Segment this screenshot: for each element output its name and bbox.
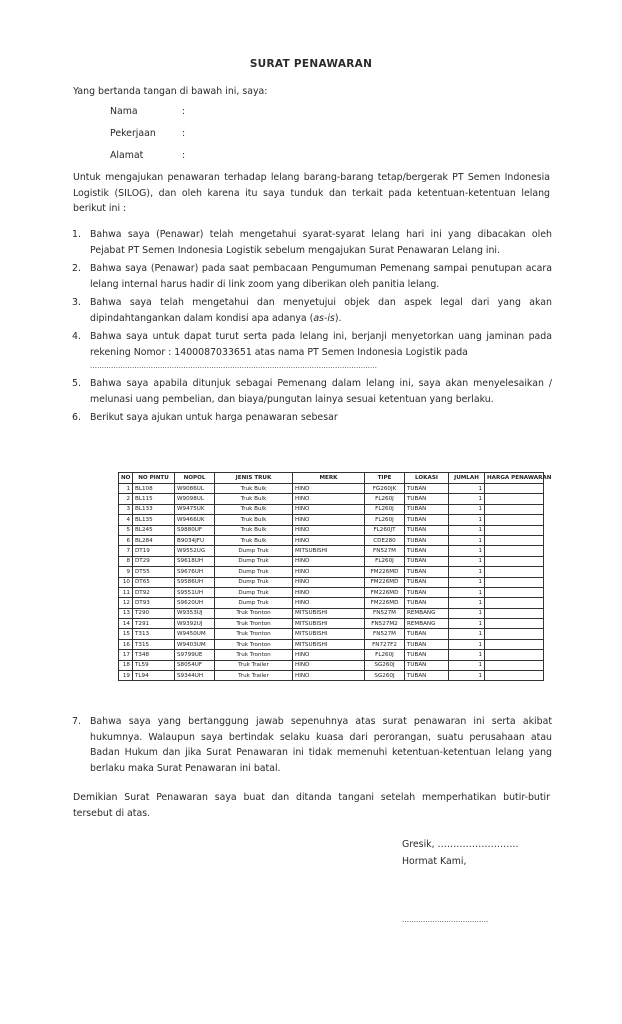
terms-list	[72, 227, 552, 429]
cell-lokasi: TUBAN	[405, 515, 449, 525]
cell-jumlah: 1	[449, 587, 485, 597]
cell-jumlah: 1	[449, 556, 485, 566]
cell-lokasi: TUBAN	[405, 504, 449, 514]
term-item-2	[72, 261, 552, 292]
term-number: 2.	[72, 263, 81, 274]
cell-nopol: S9344UH	[175, 671, 215, 681]
cell-no: 11	[119, 587, 133, 597]
table-row	[119, 525, 544, 535]
cell-harga-penawaran[interactable]	[485, 650, 544, 660]
cell-no-pintu: DT92	[133, 587, 175, 597]
cell-no: 15	[119, 629, 133, 639]
cell-merk: HINO	[293, 525, 365, 535]
cell-merk: MITSUBISHI	[293, 608, 365, 618]
cell-nopol: W9392UJ	[175, 619, 215, 629]
cell-merk: HINO	[293, 650, 365, 660]
identity-row-nama	[110, 106, 185, 117]
cell-no: 10	[119, 577, 133, 587]
closing-paragraph: Demikian Surat Penawaran saya buat dan ditanda tangani setelah memperhatikan butir-butir tersebut di atas.	[73, 792, 550, 819]
cell-no: 3	[119, 504, 133, 514]
term-text: Bahwa saya apabila ditunjuk sebagai Pemenang dalam lelang ini, saya akan menyelesaikan / melunasi uang pembelian, dan biaya/pungutan lainya sesuai ketentuan yang berlaku.	[90, 378, 552, 405]
cell-tipe: FL260JT	[365, 525, 405, 535]
cell-jumlah: 1	[449, 639, 485, 649]
term-item-3	[72, 295, 552, 326]
cell-lokasi: TUBAN	[405, 671, 449, 681]
cell-nopol: W9403UM	[175, 639, 215, 649]
cell-jenis-truk: Dump Truk	[215, 567, 293, 577]
cell-merk: HINO	[293, 556, 365, 566]
cell-jenis-truk: Truk Tronton	[215, 629, 293, 639]
cell-no-pintu: DT93	[133, 598, 175, 608]
cell-no-pintu: BL115	[133, 494, 175, 504]
cell-no: 13	[119, 608, 133, 618]
table-row	[119, 484, 544, 494]
term-item-4	[72, 329, 552, 373]
table-row	[119, 639, 544, 649]
cell-merk: MITSUBISHI	[293, 629, 365, 639]
cell-jumlah: 1	[449, 608, 485, 618]
cell-lokasi: TUBAN	[405, 598, 449, 608]
cell-no: 18	[119, 660, 133, 670]
cell-nopol: S9676UH	[175, 567, 215, 577]
cell-nopol: S9586UH	[175, 577, 215, 587]
cell-merk: HINO	[293, 587, 365, 597]
cell-merk: HINO	[293, 671, 365, 681]
cell-tipe: SG260J	[365, 660, 405, 670]
cell-jenis-truk: Truk Tronton	[215, 608, 293, 618]
cell-jumlah: 1	[449, 494, 485, 504]
col-header-jumlah: JUMLAH	[449, 473, 485, 484]
cell-harga-penawaran[interactable]	[485, 484, 544, 494]
cell-no: 9	[119, 567, 133, 577]
cell-no-pintu: BL245	[133, 525, 175, 535]
cell-tipe: FL260J	[365, 504, 405, 514]
cell-merk: HINO	[293, 660, 365, 670]
cell-merk: HINO	[293, 598, 365, 608]
cell-jenis-truk: Truk Bulk	[215, 515, 293, 525]
cell-jumlah: 1	[449, 546, 485, 556]
cell-no: 5	[119, 525, 133, 535]
cell-nopol: S8054UF	[175, 660, 215, 670]
cell-jumlah: 1	[449, 671, 485, 681]
cell-jumlah: 1	[449, 650, 485, 660]
cell-tipe: FL260J	[365, 494, 405, 504]
col-header-no-pintu: NO PINTU	[133, 473, 175, 484]
cell-lokasi: TUBAN	[405, 556, 449, 566]
cell-jumlah: 1	[449, 619, 485, 629]
cell-no-pintu: DT55	[133, 567, 175, 577]
identity-separator: :	[182, 128, 186, 139]
cell-merk: MITSUBISHI	[293, 619, 365, 629]
cell-jenis-truk: Truk Tronton	[215, 619, 293, 629]
table-row	[119, 587, 544, 597]
cell-no-pintu: T290	[133, 608, 175, 618]
cell-tipe: FN527M2	[365, 619, 405, 629]
cell-jenis-truk: Truk Bulk	[215, 494, 293, 504]
table-row	[119, 629, 544, 639]
cell-no: 4	[119, 515, 133, 525]
cell-tipe: FN527M	[365, 546, 405, 556]
term-text: Bahwa saya untuk dapat turut serta pada lelang ini, berjanji menyetorkan uang jaminan pada rekening Nomor : 1400087033651 atas nama PT Semen Indonesia Logistik pada	[90, 331, 552, 358]
cell-tipe: FN527M	[365, 608, 405, 618]
identity-row-pekerjaan	[110, 128, 185, 139]
cell-merk: HINO	[293, 515, 365, 525]
term-number: 1.	[72, 229, 81, 240]
intro-text: Yang bertanda tangan di bawah ini, saya:	[73, 86, 268, 97]
cell-harga-penawaran[interactable]	[485, 660, 544, 670]
table-row	[119, 650, 544, 660]
cell-harga-penawaran[interactable]	[485, 629, 544, 639]
signature-line: ……………………………….	[402, 916, 489, 924]
cell-jenis-truk: Truk Bulk	[215, 484, 293, 494]
table-row	[119, 515, 544, 525]
cell-jenis-truk: Truk Trailer	[215, 660, 293, 670]
term-text-end: ).	[334, 312, 342, 324]
cell-no-pintu: BL135	[133, 515, 175, 525]
cell-nopol: S9620UH	[175, 598, 215, 608]
cell-no-pintu: T313	[133, 629, 175, 639]
cell-lokasi: TUBAN	[405, 587, 449, 597]
cell-merk: MITSUBISHI	[293, 639, 365, 649]
term-text: Bahwa saya (Penawar) pada saat pembacaan Pengumuman Pemenang sampai penutupan acara lelang internal harus hadir di link zoom yang diberikan oleh panitia lelang.	[90, 263, 552, 290]
cell-tipe: FM226MD	[365, 587, 405, 597]
term-number: 5.	[72, 378, 81, 389]
cell-tipe: FN527M	[365, 629, 405, 639]
cell-no: 2	[119, 494, 133, 504]
cell-jumlah: 1	[449, 515, 485, 525]
cell-jumlah: 1	[449, 484, 485, 494]
cell-nopol: W9098UL	[175, 494, 215, 504]
col-header-lokasi: LOKASI	[405, 473, 449, 484]
cell-jumlah: 1	[449, 504, 485, 514]
col-header-tipe: TIPE	[365, 473, 405, 484]
cell-no-pintu: TL59	[133, 660, 175, 670]
cell-tipe: FL260J	[365, 650, 405, 660]
cell-nopol: W9466UK	[175, 515, 215, 525]
term-item-1	[72, 227, 552, 258]
cell-harga-penawaran[interactable]	[485, 639, 544, 649]
cell-jenis-truk: Dump Truk	[215, 598, 293, 608]
cell-tipe: FL260J	[365, 515, 405, 525]
cell-merk: HINO	[293, 504, 365, 514]
cell-no-pintu: T348	[133, 650, 175, 660]
cell-harga-penawaran[interactable]	[485, 598, 544, 608]
cell-harga-penawaran[interactable]	[485, 525, 544, 535]
cell-harga-penawaran[interactable]	[485, 619, 544, 629]
cell-jenis-truk: Truk Tronton	[215, 650, 293, 660]
cell-no: 1	[119, 484, 133, 494]
page-title: SURAT PENAWARAN	[249, 58, 373, 70]
cell-nopol: W9450UM	[175, 629, 215, 639]
cell-harga-penawaran[interactable]	[485, 587, 544, 597]
cell-merk: HINO	[293, 535, 365, 545]
term-text: Bahwa saya (Penawar) telah mengetahui syarat-syarat lelang hari ini yang dibacakan oleh Pejabat PT Semen Indonesia Logistik sebelum mengajukan Surat Penawaran Lelang ini.	[90, 229, 552, 256]
cell-no-pintu: DT29	[133, 556, 175, 566]
cell-no-pintu: BL284	[133, 535, 175, 545]
cell-no: 12	[119, 598, 133, 608]
cell-lokasi: REMBANG	[405, 608, 449, 618]
identity-label: Pekerjaan	[110, 128, 156, 139]
cell-harga-penawaran[interactable]	[485, 535, 544, 545]
cell-no: 6	[119, 535, 133, 545]
col-header-jenis-truk: JENIS TRUK	[215, 473, 293, 484]
cell-nopol: S9880UF	[175, 525, 215, 535]
cell-tipe: SG260J	[365, 671, 405, 681]
term-text: Bahwa saya yang bertanggung jawab sepenuhnya atas surat penawaran ini serta akibat hukumnya. Walaupun saya bertindak selaku kuasa dari perorangan, suatu perusahaan atau Badan Hukum dan jika Surat Penawaran ini tidak memenuhi ketentuan-ketentuan lelang yang berlaku maka Surat Penawaran ini batal.	[90, 716, 552, 774]
cell-merk: HINO	[293, 494, 365, 504]
cell-lokasi: TUBAN	[405, 660, 449, 670]
cell-jumlah: 1	[449, 660, 485, 670]
cell-nopol: S9799UE	[175, 650, 215, 660]
cell-nopol: W9086UL	[175, 484, 215, 494]
cell-lokasi: TUBAN	[405, 525, 449, 535]
cell-merk: HINO	[293, 567, 365, 577]
cell-no: 16	[119, 639, 133, 649]
cell-harga-penawaran[interactable]	[485, 567, 544, 577]
cell-harga-penawaran[interactable]	[485, 504, 544, 514]
table-row	[119, 619, 544, 629]
table-row	[119, 535, 544, 545]
regards-text: Hormat Kami,	[402, 856, 467, 867]
identity-separator: :	[182, 150, 186, 161]
cell-no-pintu: T315	[133, 639, 175, 649]
table-row	[119, 608, 544, 618]
term-item-7	[72, 714, 552, 776]
cell-lokasi: TUBAN	[405, 577, 449, 587]
col-header-merk: MERK	[293, 473, 365, 484]
cell-jenis-truk: Dump Truk	[215, 556, 293, 566]
cell-harga-penawaran[interactable]	[485, 546, 544, 556]
cell-lokasi: TUBAN	[405, 567, 449, 577]
col-header-no: NO	[119, 473, 133, 484]
table-row	[119, 671, 544, 681]
cell-tipe: FM226MD	[365, 577, 405, 587]
cell-jenis-truk: Truk Tronton	[215, 639, 293, 649]
cell-jumlah: 1	[449, 577, 485, 587]
cell-tipe: FM226MD	[365, 598, 405, 608]
cell-lokasi: TUBAN	[405, 650, 449, 660]
cell-jumlah: 1	[449, 535, 485, 545]
cell-jenis-truk: Dump Truk	[215, 546, 293, 556]
identity-label: Alamat	[110, 150, 144, 161]
table-row	[119, 567, 544, 577]
cell-merk: MITSUBISHI	[293, 546, 365, 556]
cell-nopol: W9552UG	[175, 546, 215, 556]
cell-jenis-truk: Truk Bulk	[215, 535, 293, 545]
term-item-6	[72, 410, 552, 426]
cell-harga-penawaran[interactable]	[485, 577, 544, 587]
term-emphasis: as-is	[313, 312, 335, 324]
term-text: Berikut saya ajukan untuk harga penawaran sebesar	[90, 412, 338, 423]
cell-jumlah: 1	[449, 567, 485, 577]
cell-merk: HINO	[293, 484, 365, 494]
place-date-line: Gresik, ……………………..	[402, 839, 519, 850]
term-number: 3.	[72, 297, 81, 308]
term-item-5	[72, 376, 552, 407]
cell-tipe: CDE280	[365, 535, 405, 545]
table-row	[119, 494, 544, 504]
cell-no: 17	[119, 650, 133, 660]
table-row	[119, 504, 544, 514]
opening-paragraph: Untuk mengajukan penawaran terhadap lelang barang-barang tetap/bergerak PT Semen Indonesia Logistik (SILOG), dan oleh karena itu saya tunduk dan terkait pada ketentuan-ketentuan lelang berikut ini :	[73, 172, 550, 214]
bank-name-blank: ……………………………………………………………………………………………………………	[90, 362, 377, 370]
cell-jumlah: 1	[449, 598, 485, 608]
cell-no: 19	[119, 671, 133, 681]
cell-jenis-truk: Dump Truk	[215, 587, 293, 597]
cell-no-pintu: BL108	[133, 484, 175, 494]
cell-tipe: FN727F2	[365, 639, 405, 649]
cell-lokasi: TUBAN	[405, 535, 449, 545]
cell-nopol: S9618UH	[175, 556, 215, 566]
col-header-harga-penawaran: HARGA PENAWARAN	[485, 473, 544, 484]
cell-nopol: W9475UK	[175, 504, 215, 514]
identity-separator: :	[182, 106, 186, 117]
cell-no-pintu: T291	[133, 619, 175, 629]
table-row	[119, 598, 544, 608]
identity-row-alamat	[110, 150, 185, 161]
cell-lokasi: TUBAN	[405, 629, 449, 639]
identity-label: Nama	[110, 106, 138, 117]
cell-no-pintu: TL94	[133, 671, 175, 681]
cell-harga-penawaran[interactable]	[485, 515, 544, 525]
table-row	[119, 577, 544, 587]
cell-harga-penawaran[interactable]	[485, 608, 544, 618]
cell-nopol: B9034JFU	[175, 535, 215, 545]
cell-jumlah: 1	[449, 525, 485, 535]
cell-no: 14	[119, 619, 133, 629]
cell-tipe: FL260J	[365, 556, 405, 566]
cell-tipe: FM226MD	[365, 567, 405, 577]
cell-tipe: FG260JK	[365, 484, 405, 494]
table-row	[119, 546, 544, 556]
cell-no: 7	[119, 546, 133, 556]
cell-no-pintu: BL133	[133, 504, 175, 514]
cell-jumlah: 1	[449, 629, 485, 639]
cell-jenis-truk: Truk Trailer	[215, 671, 293, 681]
cell-harga-penawaran[interactable]	[485, 556, 544, 566]
cell-lokasi: TUBAN	[405, 639, 449, 649]
offer-table	[118, 472, 552, 681]
term-number: 4.	[72, 331, 81, 342]
table-row	[119, 556, 544, 566]
table-body	[119, 484, 544, 681]
term-number: 6.	[72, 412, 81, 423]
cell-no: 8	[119, 556, 133, 566]
term-text: Bahwa saya telah mengetahui dan menyetujui objek dan aspek legal dari yang akan dipindahtangankan dalam kondisi apa adanya (	[90, 297, 552, 324]
cell-merk: HINO	[293, 577, 365, 587]
cell-harga-penawaran[interactable]	[485, 671, 544, 681]
cell-harga-penawaran[interactable]	[485, 494, 544, 504]
col-header-nopol: NOPOL	[175, 473, 215, 484]
cell-lokasi: TUBAN	[405, 494, 449, 504]
cell-nopol: W9353UJ	[175, 608, 215, 618]
cell-jenis-truk: Truk Bulk	[215, 525, 293, 535]
cell-jenis-truk: Dump Truk	[215, 577, 293, 587]
cell-lokasi: TUBAN	[405, 546, 449, 556]
cell-lokasi: REMBANG	[405, 619, 449, 629]
term-number: 7.	[72, 716, 81, 727]
table-header-row	[119, 473, 544, 484]
cell-lokasi: TUBAN	[405, 484, 449, 494]
cell-jenis-truk: Truk Bulk	[215, 504, 293, 514]
cell-no-pintu: DT19	[133, 546, 175, 556]
cell-no-pintu: DT65	[133, 577, 175, 587]
cell-nopol: S9551UH	[175, 587, 215, 597]
table-row	[119, 660, 544, 670]
